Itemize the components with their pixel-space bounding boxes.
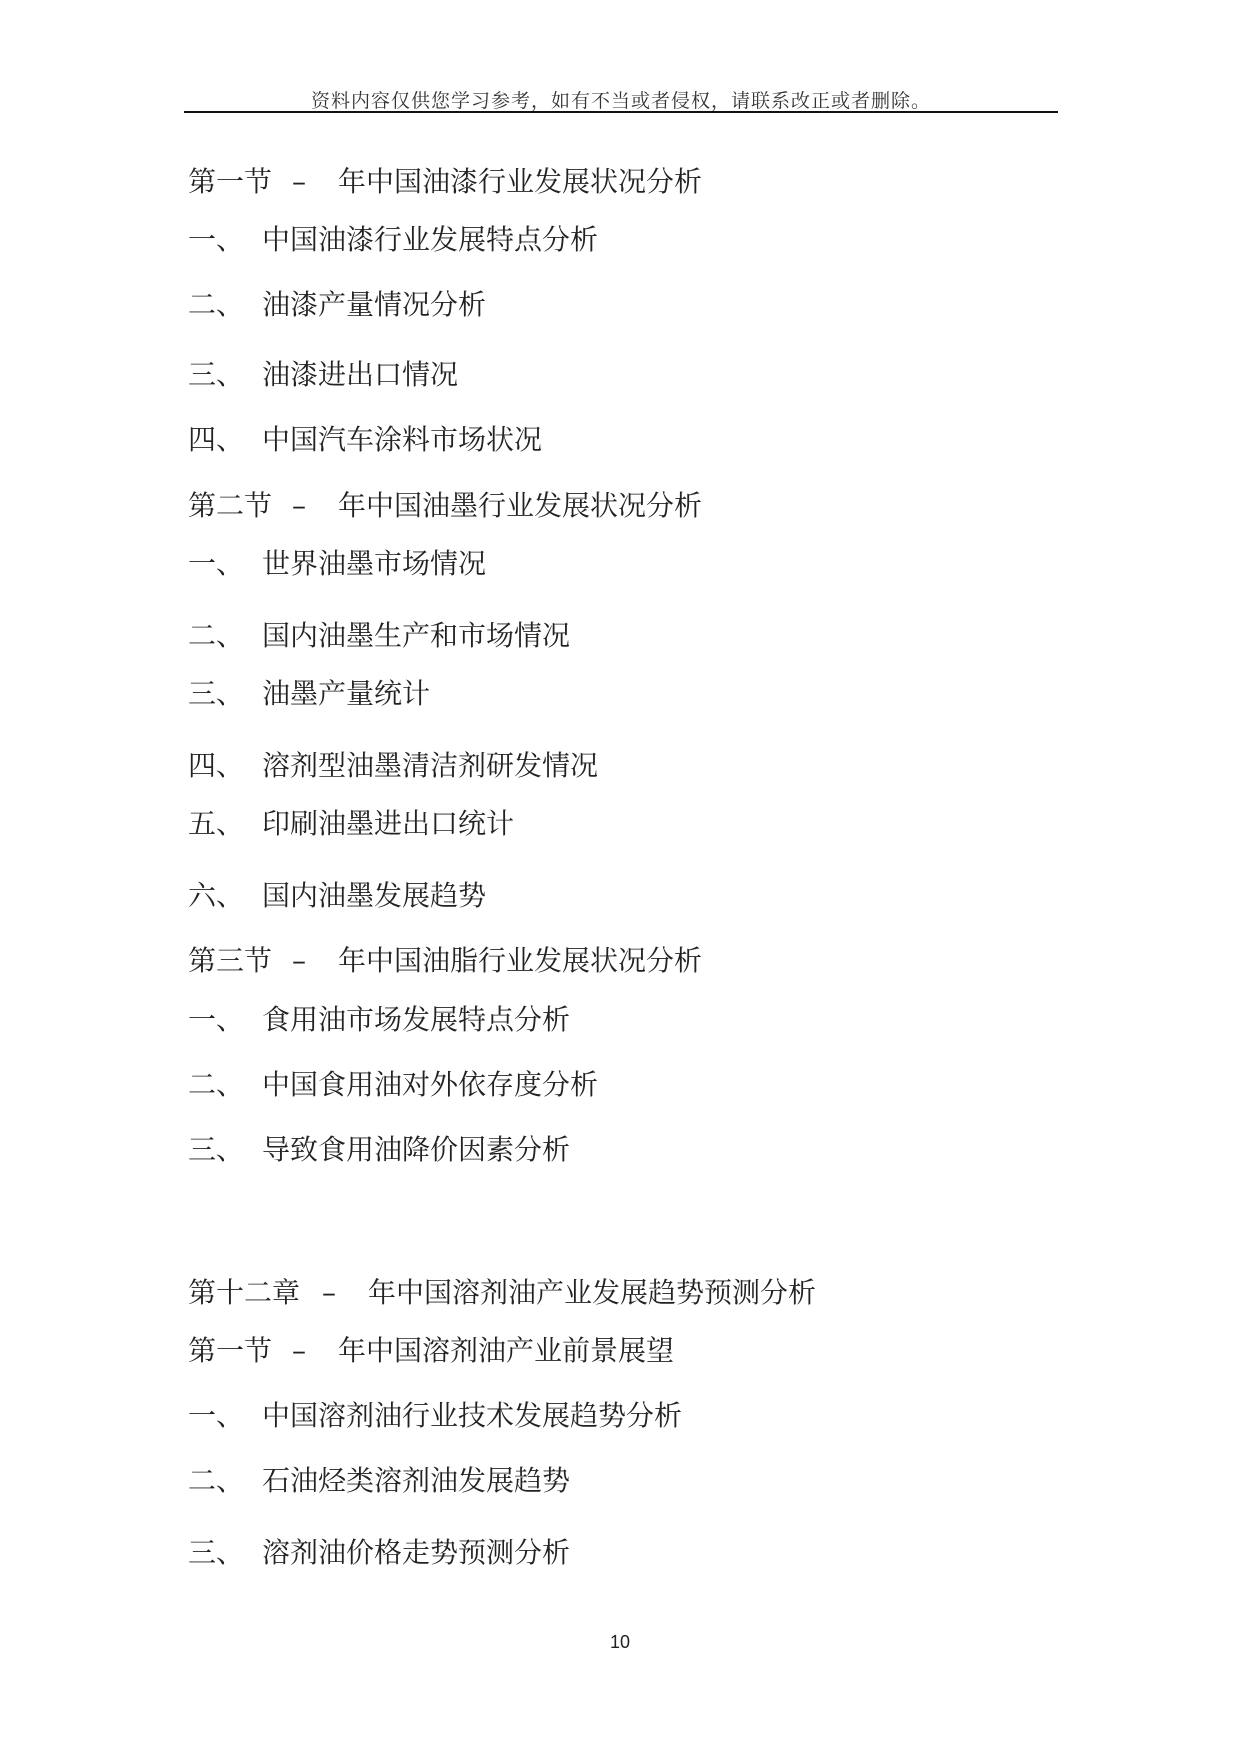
- toc-section-heading: [188, 944, 702, 978]
- toc-item-title: 印刷油墨进出口统计: [262, 807, 515, 840]
- toc-item-title: 中国溶剂油行业技术发展趋势分析: [262, 1399, 683, 1432]
- toc-item-number: 六、: [188, 879, 245, 912]
- toc-item-title: 中国油漆行业发展特点分析: [262, 223, 599, 256]
- toc-chapter-heading: [188, 1276, 816, 1310]
- toc-item-title: 溶剂油价格走势预测分析: [262, 1536, 571, 1569]
- toc-item: [188, 1068, 598, 1102]
- toc-item-number: 二、: [188, 1464, 245, 1497]
- toc-section-number: 第二节: [188, 489, 273, 522]
- toc-item-title: 世界油墨市场情况: [262, 547, 487, 580]
- toc-section-heading: [188, 1334, 674, 1368]
- toc-item-title: 国内油墨生产和市场情况: [262, 619, 571, 652]
- toc-item-number: 一、: [188, 1003, 245, 1036]
- toc-item: [188, 1536, 570, 1570]
- toc-item: [188, 619, 570, 653]
- toc-section-title: 年中国油脂行业发展状况分析: [338, 944, 703, 977]
- toc-section-number: 第三节: [188, 944, 273, 977]
- toc-item-title: 导致食用油降价因素分析: [262, 1133, 571, 1166]
- toc-item-number: 三、: [188, 1133, 245, 1166]
- toc-section-heading: [188, 489, 702, 523]
- toc-item: [188, 547, 486, 581]
- toc-item-number: 五、: [188, 807, 245, 840]
- toc-item-title: 油漆进出口情况: [262, 358, 459, 391]
- toc-item: [188, 358, 458, 392]
- toc-item: [188, 1399, 682, 1433]
- toc-item-number: 一、: [188, 547, 245, 580]
- toc-item-title: 油漆产量情况分析: [262, 288, 487, 321]
- toc-section-title: 年中国油墨行业发展状况分析: [338, 489, 703, 522]
- page-number: 10: [609, 1632, 631, 1652]
- toc-item-number: 三、: [188, 677, 245, 710]
- toc-dash: –: [322, 1276, 336, 1309]
- toc-item-title: 国内油墨发展趋势: [262, 879, 487, 912]
- toc-item-number: 四、: [188, 423, 245, 456]
- toc-dash: –: [292, 944, 306, 977]
- toc-item: [188, 223, 598, 257]
- toc-item-title: 中国食用油对外依存度分析: [262, 1068, 599, 1101]
- toc-item: [188, 677, 430, 711]
- toc-item: [188, 1133, 570, 1167]
- toc-item-title: 油墨产量统计: [262, 677, 431, 710]
- toc-item-number: 四、: [188, 749, 245, 782]
- toc-item-title: 石油烃类溶剂油发展趋势: [262, 1464, 571, 1497]
- toc-dash: –: [292, 489, 306, 522]
- toc-dash: –: [292, 1334, 306, 1367]
- toc-item: [188, 749, 598, 783]
- toc-item: [188, 807, 514, 841]
- toc-item-number: 二、: [188, 619, 245, 652]
- toc-item: [188, 1003, 570, 1037]
- toc-item-number: 一、: [188, 223, 245, 256]
- toc-section-heading: [188, 165, 702, 199]
- toc-item-number: 一、: [188, 1399, 245, 1432]
- toc-item-number: 三、: [188, 358, 245, 391]
- toc-item-number: 三、: [188, 1536, 245, 1569]
- toc-dash: –: [292, 165, 306, 198]
- toc-item-title: 溶剂型油墨清洁剂研发情况: [262, 749, 599, 782]
- toc-item: [188, 879, 486, 913]
- toc-section-title: 年中国油漆行业发展状况分析: [338, 165, 703, 198]
- toc-chapter-number: 第十二章: [188, 1276, 301, 1309]
- toc-item-number: 二、: [188, 288, 245, 321]
- toc-section-number: 第一节: [188, 165, 273, 198]
- toc-item: [188, 423, 542, 457]
- toc-section-title: 年中国溶剂油产业前景展望: [338, 1334, 675, 1367]
- toc-item-title: 食用油市场发展特点分析: [262, 1003, 571, 1036]
- toc-item: [188, 1464, 570, 1498]
- header-divider: [184, 111, 1058, 113]
- toc-item: [188, 288, 486, 322]
- toc-section-number: 第一节: [188, 1334, 273, 1367]
- toc-chapter-title: 年中国溶剂油产业发展趋势预测分析: [368, 1276, 817, 1309]
- toc-item-number: 二、: [188, 1068, 245, 1101]
- header-notice: 资料内容仅供您学习参考，如有不当或者侵权，请联系改正或者删除。: [310, 90, 931, 112]
- toc-item-title: 中国汽车涂料市场状况: [262, 423, 543, 456]
